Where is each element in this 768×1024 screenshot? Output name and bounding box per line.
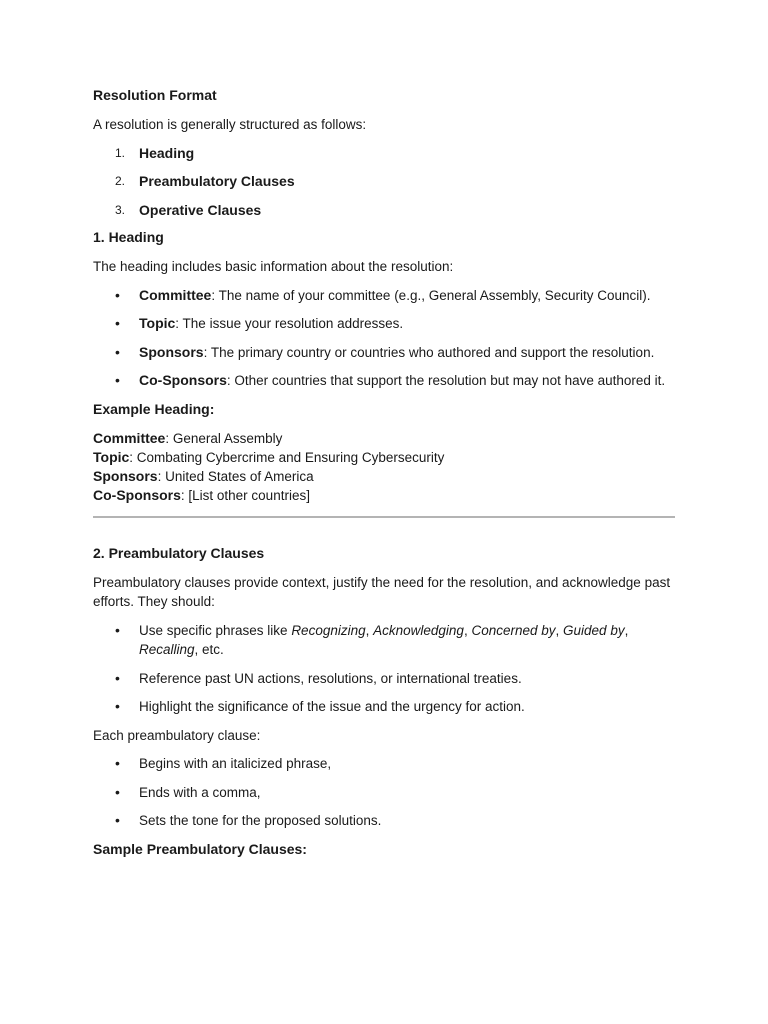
bullet-icon: • <box>115 669 120 686</box>
list-item-label: Operative Clauses <box>139 201 262 218</box>
example-line <box>93 448 678 467</box>
section-intro: Preambulatory clauses provide context, justify the need for the resolution, and acknowledge past efforts. They should: <box>93 574 671 609</box>
bullet-icon: • <box>115 315 120 331</box>
text: Sets the tone for the proposed solutions. <box>139 813 382 828</box>
list-item <box>93 754 678 774</box>
example-line <box>93 467 678 486</box>
term: Sponsors <box>139 343 204 360</box>
section-intro: The heading includes basic information about the resolution: <box>93 259 454 274</box>
bullet-icon: • <box>115 755 120 771</box>
list-item <box>93 371 678 391</box>
example-heading-title: Example Heading: <box>93 400 215 417</box>
text: Begins with an italicized phrase, <box>139 756 332 771</box>
term: Co-Sponsors <box>93 486 181 503</box>
term: Committee <box>93 429 166 446</box>
list-item <box>93 621 678 660</box>
clause-rules-list <box>93 754 678 831</box>
list-item <box>93 314 678 334</box>
text: Reference past UN actions, resolutions, or international treaties. <box>139 670 522 686</box>
list-number: 1. <box>115 145 126 160</box>
term-description: : The name of your committee (e.g., General Assembly, Security Council). <box>211 287 651 303</box>
term: Topic <box>93 448 130 465</box>
bullet-icon: • <box>115 783 120 800</box>
list-item <box>93 669 678 689</box>
italic-phrase: Recognizing <box>291 622 366 638</box>
separator: , <box>624 622 629 638</box>
example-line <box>93 429 678 448</box>
section-heading: 2. Preambulatory Clauses <box>93 544 265 561</box>
horizontal-divider <box>93 516 675 518</box>
preamble-guidelines-list <box>93 621 678 717</box>
list-item-label: Preambulatory Clauses <box>139 173 295 189</box>
list-item <box>93 811 678 831</box>
bullet-icon: • <box>115 621 120 638</box>
document-title: Resolution Format <box>93 87 217 103</box>
term-value: : [List other countries] <box>180 487 310 503</box>
section-heading: 1. Heading <box>93 229 164 245</box>
term-description: : The issue your resolution addresses. <box>175 316 404 331</box>
list-number: 3. <box>115 202 126 217</box>
bullet-icon: • <box>115 812 120 828</box>
list-number: 2. <box>115 174 126 188</box>
term-value: : General Assembly <box>165 430 283 446</box>
structure-list <box>93 144 678 221</box>
list-item <box>93 286 678 306</box>
list-item <box>93 697 678 717</box>
separator: , <box>463 622 472 638</box>
text: , etc. <box>194 642 224 657</box>
term: Co-Sponsors <box>139 372 227 388</box>
intro-text: A resolution is generally structured as follows: <box>93 117 367 132</box>
term-description: : The primary country or countries who authored and support the resolution. <box>203 344 655 360</box>
section-intro: Each preambulatory clause: <box>93 727 261 743</box>
list-item <box>93 144 678 164</box>
term-value: : Combating Cybercrime and Ensuring Cybersecurity <box>129 449 445 465</box>
heading-items-list <box>93 286 678 391</box>
text: Ends with a comma, <box>139 784 261 800</box>
example-heading-block <box>93 429 678 505</box>
separator: , <box>555 622 564 638</box>
italic-phrase: Recalling <box>139 642 195 657</box>
bullet-icon: • <box>115 343 120 360</box>
list-item <box>93 172 678 192</box>
separator: , <box>365 622 374 638</box>
italic-phrase: Acknowledging <box>373 622 464 638</box>
list-item <box>93 343 678 363</box>
list-item-label: Heading <box>139 144 195 161</box>
bullet-icon: • <box>115 372 120 388</box>
bullet-icon: • <box>115 286 120 303</box>
sample-clauses-title: Sample Preambulatory Clauses: <box>93 840 307 857</box>
term-value: : United States of America <box>157 468 314 484</box>
term: Committee <box>139 286 212 303</box>
term: Topic <box>139 315 176 331</box>
term: Sponsors <box>93 467 158 484</box>
document-content <box>93 86 678 859</box>
example-line <box>93 486 678 505</box>
list-item <box>93 783 678 803</box>
bullet-icon: • <box>115 698 120 714</box>
italic-phrase: Concerned by <box>471 622 556 638</box>
italic-phrase: Guided by <box>563 622 625 638</box>
list-item <box>93 201 678 221</box>
text: Use specific phrases like <box>139 622 292 638</box>
term-description: : Other countries that support the resolution but may not have authored it. <box>226 373 666 388</box>
text: Highlight the significance of the issue and the urgency for action. <box>139 699 525 714</box>
